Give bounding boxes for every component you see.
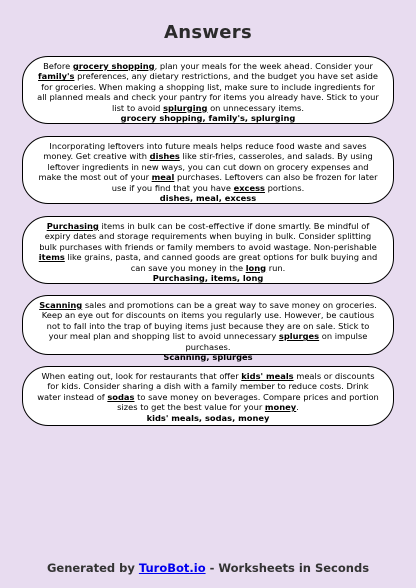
passage-text bbox=[37, 221, 379, 273]
passage-fragment: sales and promotions can be a great way to save money on groceries. Keep an eye out for discounts on items you regularly use. However, be cautious not to fall into the trap of buying items just because they are on sale. Stick to your meal plan and shopping list to avoid unnecessary bbox=[41, 300, 377, 342]
keyword: sodas bbox=[107, 391, 135, 402]
passage-text bbox=[37, 61, 379, 113]
passage-card bbox=[22, 136, 394, 204]
passage-card bbox=[22, 295, 394, 363]
passage-fragment: items in bulk can be cost-effective if done smartly. Be mindful of expiry dates and storage requirements when buying in bulk. Consider splitting bulk purchases with friends or family members to avoid wastage. Non-perishable bbox=[39, 221, 377, 252]
passage-fragment: meals or discounts for kids. Consider sharing a dish with a family member to reduce costs. Drink water instead of bbox=[37, 371, 375, 402]
passage-text bbox=[37, 371, 379, 413]
passage-fragment: run. bbox=[266, 262, 286, 273]
passage-text bbox=[37, 300, 379, 352]
keyword: long bbox=[245, 262, 267, 273]
footer-prefix: Generated by bbox=[46, 561, 139, 575]
keyword: kids' meals bbox=[241, 371, 294, 381]
keyword: Scanning bbox=[39, 300, 83, 310]
keyword: items bbox=[38, 252, 65, 263]
keyword: grocery shopping bbox=[72, 61, 155, 71]
passage-fragment: preferences, any dietary restrictions, and the budget you have set aside for groceries. When making a shopping list, make sure to include ingredients for all planned meals and check your pantry for items you already have. Stick to your list to avoid bbox=[37, 71, 379, 113]
answer-key: grocery shopping, family's, splurging bbox=[120, 113, 296, 124]
turobot-link[interactable]: TuroBot.io bbox=[138, 561, 206, 575]
answer-key: Scanning, splurges bbox=[163, 352, 253, 363]
passage-fragment: Before bbox=[43, 61, 73, 71]
passage-fragment: , plan your meals for the week ahead. Consider your bbox=[154, 61, 373, 71]
passage-fragment: like grains, pasta, and canned goods are great options for bulk buying and can save you money in the bbox=[64, 252, 378, 273]
passage-fragment: portions. bbox=[264, 182, 305, 193]
passage-card bbox=[22, 216, 394, 284]
passage-fragment: Incorporating leftovers into future meals helps reduce food waste and saves money. Get creative with bbox=[43, 141, 367, 162]
footer-suffix: - Worksheets in Seconds bbox=[205, 561, 370, 575]
answer-key: Purchasing, items, long bbox=[152, 273, 264, 284]
passage-fragment: When eating out, look for restaurants that offer bbox=[41, 371, 242, 381]
passage-card bbox=[22, 56, 394, 124]
keyword: splurging bbox=[163, 102, 208, 113]
passage-card bbox=[22, 366, 394, 426]
keyword: family's bbox=[38, 71, 75, 82]
keyword: money bbox=[264, 402, 297, 413]
keyword: splurges bbox=[278, 331, 320, 342]
passage-text bbox=[37, 141, 379, 193]
passage-fragment: like stir-fries, casseroles, and salads. By using leftover ingredients in new ways, you can cut down on grocery expenses and make the most out of your bbox=[38, 151, 373, 183]
keyword: meal bbox=[151, 172, 175, 183]
passage-fragment: purchases. Leftovers can also be frozen for later use if you find that you have bbox=[111, 172, 378, 193]
footer bbox=[0, 561, 416, 575]
passage-fragment: to save money on beverages. Compare prices and portion sizes to get the best value for your bbox=[117, 391, 379, 413]
answer-key: dishes, meal, excess bbox=[159, 193, 257, 204]
keyword: Purchasing bbox=[46, 221, 99, 231]
passage-fragment: . bbox=[296, 402, 299, 413]
keyword: excess bbox=[233, 182, 265, 193]
answer-key: kids' meals, sodas, money bbox=[146, 412, 270, 423]
passage-fragment: on unnecessary items. bbox=[207, 102, 304, 113]
keyword: dishes bbox=[149, 151, 180, 162]
passage-fragment: on impulse purchases. bbox=[185, 331, 368, 352]
page-title: Answers bbox=[164, 22, 252, 43]
